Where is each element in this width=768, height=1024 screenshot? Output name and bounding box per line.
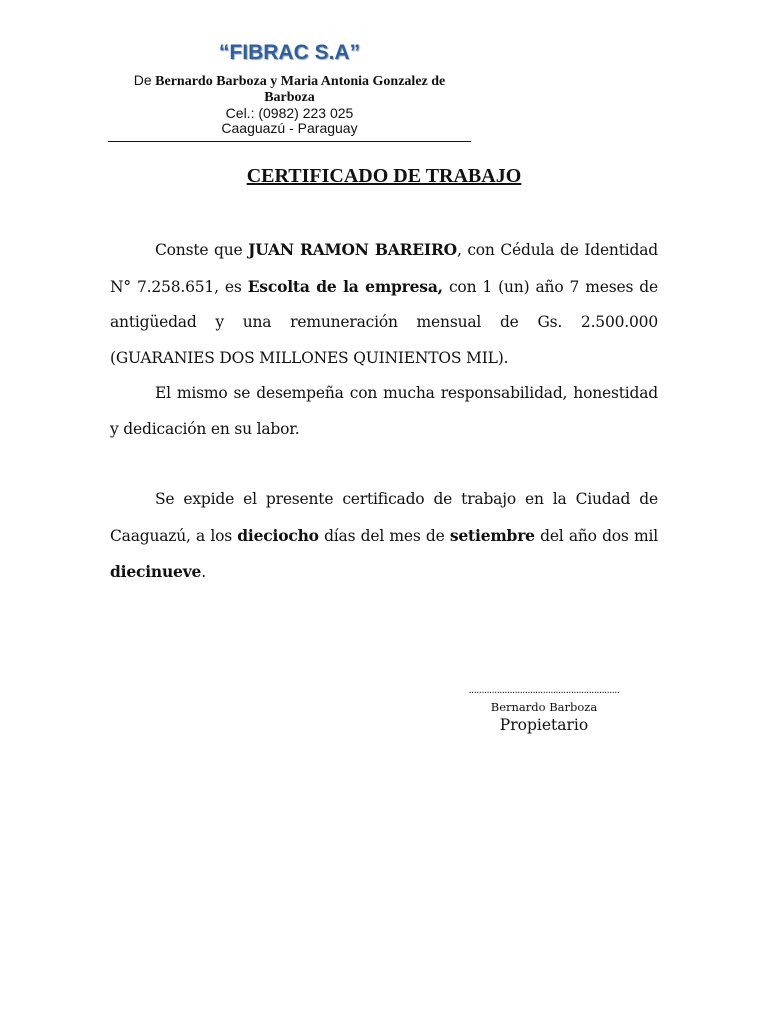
text-span: . xyxy=(201,563,206,581)
text-span: del año dos mil xyxy=(534,526,658,545)
text-span: con 1 (un) año 7 meses de antigüedad y una remuneración mensual de Gs. 2.500.000 (GUARANIES DOS MILLONES QUINIENTOS MIL). xyxy=(110,277,659,367)
issue-day: dieciocho xyxy=(237,525,319,545)
issue-month: setiembre xyxy=(449,525,535,545)
phone-number: Cel.: (0982) 223 025 xyxy=(225,105,354,121)
text-span: días del mes de xyxy=(318,526,450,545)
letterhead xyxy=(108,40,471,142)
text-span: Se expide el presente certificado de trabajo en la Ciudad de Caaguazú, a los xyxy=(110,490,658,545)
certificate-body xyxy=(110,232,658,591)
signer-name: Bernardo Barboza xyxy=(490,700,598,714)
letterhead-divider xyxy=(108,141,471,142)
signer-role: Propietario xyxy=(499,716,589,734)
company-name: “FIBRAC S.A” xyxy=(218,41,361,64)
location: Caaguazú - Paraguay xyxy=(221,120,358,136)
owners-names: Bernardo Barboza y Maria Antonia Gonzalez de Barboza xyxy=(155,74,446,105)
issue-year: diecinueve xyxy=(110,562,202,581)
text-span: , con Cédula de Identidad N° 7.258.651, es xyxy=(110,241,658,296)
paragraph-employment xyxy=(110,232,658,376)
signature-block xyxy=(430,684,658,734)
employee-name: JUAN RAMON BAREIRO xyxy=(248,240,457,259)
text-span: Conste que xyxy=(155,241,249,259)
owners-line xyxy=(108,72,471,106)
signature-line: ........................................................... xyxy=(468,684,620,696)
document-title: CERTIFICADO DE TRABAJO xyxy=(246,165,522,187)
owners-prefix: De xyxy=(133,72,152,88)
paragraph-performance: El mismo se desempeña con mucha responsabilidad, honestidad y dedicación en su labor. xyxy=(110,384,658,438)
employee-position: Escolta de la empresa, xyxy=(247,276,443,296)
paragraph-issuance xyxy=(110,482,658,591)
